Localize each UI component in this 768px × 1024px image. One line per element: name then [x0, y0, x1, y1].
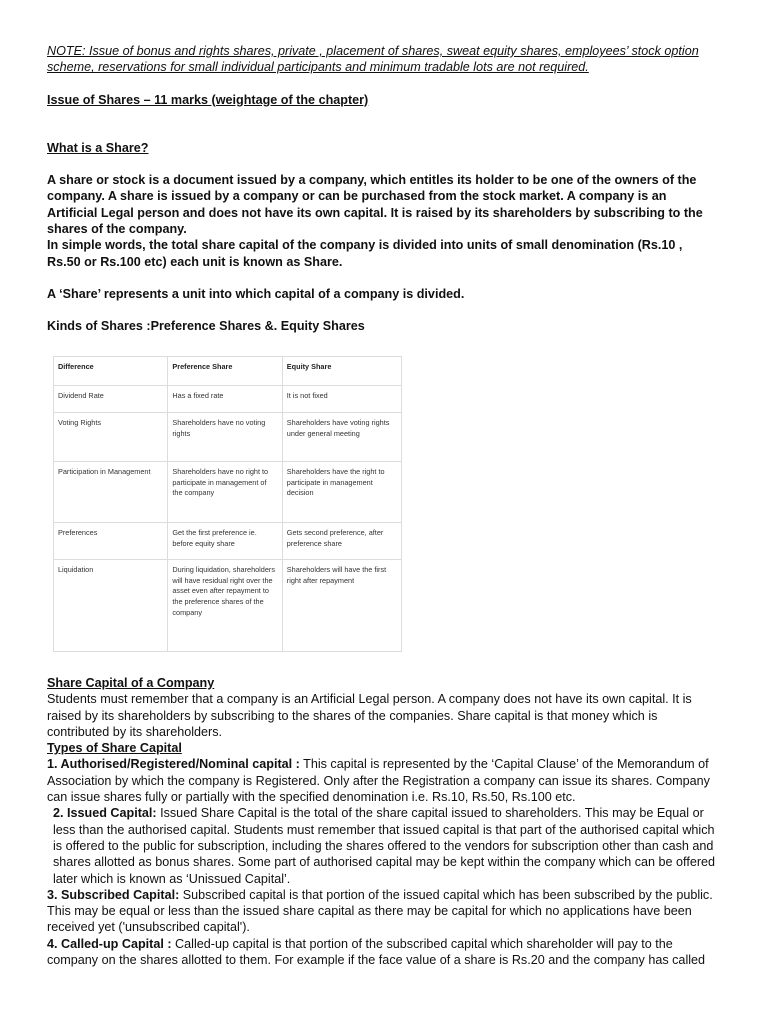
share-capital-section	[47, 675, 723, 968]
table-cell: Has a fixed rate	[168, 386, 282, 413]
share-capital-text: Students must remember that a company is an Artificial Legal person. A company does not have its own capital. It is raised by its shareholders by subscribing to the shares of the companies. Share capital is that money which is contributed by its shareholders.	[47, 692, 692, 739]
table-cell: Preferences	[54, 523, 168, 560]
table-row	[54, 386, 402, 413]
para-unit: A ‘Share’ represents a unit into which capital of a company is divided.	[47, 286, 465, 301]
table-cell: Gets second preference, after preference share	[282, 523, 401, 560]
type-item	[47, 805, 723, 886]
table-cell: Shareholders have voting rights under general meeting	[282, 413, 401, 462]
table-cell: Shareholders will have the first right after repayment	[282, 560, 401, 652]
type-label: 1. Authorised/Registered/Nominal capital :	[47, 757, 300, 772]
table-header-cell: Difference	[54, 357, 168, 386]
type-item	[47, 887, 723, 936]
type-item	[47, 756, 723, 805]
table-header-cell: Preference Share	[168, 357, 282, 386]
table-row	[54, 523, 402, 560]
table-header-cell: Equity Share	[282, 357, 401, 386]
table-cell: Dividend Rate	[54, 386, 168, 413]
table-row	[54, 560, 402, 652]
type-text: Called-up capital is that portion of the subscribed capital which shareholder will pay to the company on the shares allotted to them. For example if the face value of a share is Rs.20 and the company has called	[47, 936, 706, 968]
table-cell: Shareholders have the right to participate in management decision	[282, 462, 401, 523]
kinds-heading: Kinds of Shares :Preference Shares &. Equity Shares	[47, 319, 365, 334]
comparison-table	[53, 356, 402, 652]
type-label: 2. Issued Capital:	[53, 806, 157, 821]
type-text: Subscribed capital is that portion of the issued capital which has been subscribed by the public. This may be equal or less than the issued share capital as there may be capital for which no applications have been received yet ('unsubscribed capital').	[47, 887, 713, 935]
table-row	[54, 462, 402, 523]
table-cell: Liquidation	[54, 560, 168, 652]
note-text: NOTE: Issue of bonus and rights shares, private , placement of shares, sweat equity shares, employees’ stock option scheme, reservations for small individual participants and minimum tradable lots are not required.	[47, 44, 699, 75]
share-capital-heading: Share Capital of a Company	[47, 676, 215, 690]
table-cell: Participation in Management	[54, 462, 168, 523]
comparison-table-wrap	[53, 356, 402, 655]
table-header-row	[54, 357, 402, 386]
type-text: This capital is represented by the ‘Capital Clause’ of the Memorandum of Association by which the company is Registered. Only after the Registration a company can issue its shares. Company can issue shares fully or partially with the specified denomination i.e. Rs.10, Rs.50, Rs.100 etc.	[47, 757, 710, 805]
document-body	[47, 43, 717, 335]
table-cell: Shareholders have no right to participate in management of the company	[168, 462, 282, 523]
types-heading: Types of Share Capital	[47, 741, 182, 756]
table-cell: During liquidation, shareholders will have residual right over the asset even after repayment to the preference shares of the company	[168, 560, 282, 652]
type-item	[47, 936, 723, 969]
table-cell: Voting Rights	[54, 413, 168, 462]
what-heading: What is a Share?	[47, 140, 149, 155]
type-label: 3. Subscribed Capital:	[47, 887, 180, 902]
type-label: 4. Called-up Capital :	[47, 936, 172, 951]
issue-heading: Issue of Shares – 11 marks (weightage of the chapter)	[47, 92, 369, 107]
para-definition: A share or stock is a document issued by a company, which entitles its holder to be one of the owners of the company. A share is issued by a company or can be purchased from the stock market. A company is an Artificial Legal person and does not have its own capital. It is raised by its shareholders by subscribing to the shares of the company.	[47, 173, 703, 237]
table-cell: Get the first preference ie. before equity share	[168, 523, 282, 560]
table-cell: It is not fixed	[282, 386, 401, 413]
para-simple: In simple words, the total share capital of the company is divided into units of small denomination (Rs.10 , Rs.50 or Rs.100 etc) each unit is known as Share.	[47, 238, 683, 269]
type-text: Issued Share Capital is the total of the share capital issued to shareholders. This may be Equal or less than the authorised capital. Students must remember that issued capital is that part of the authorised capital which is offered to the public for subscription, including the shares offered to the vendors for subscription other than cash and shares allotted as bonus shares. Some part of authorised capital may be kept within the company which can be offered later which is known as ‘Unissued Capital’.	[53, 806, 716, 886]
table-cell: Shareholders have no voting rights	[168, 413, 282, 462]
table-row	[54, 413, 402, 462]
